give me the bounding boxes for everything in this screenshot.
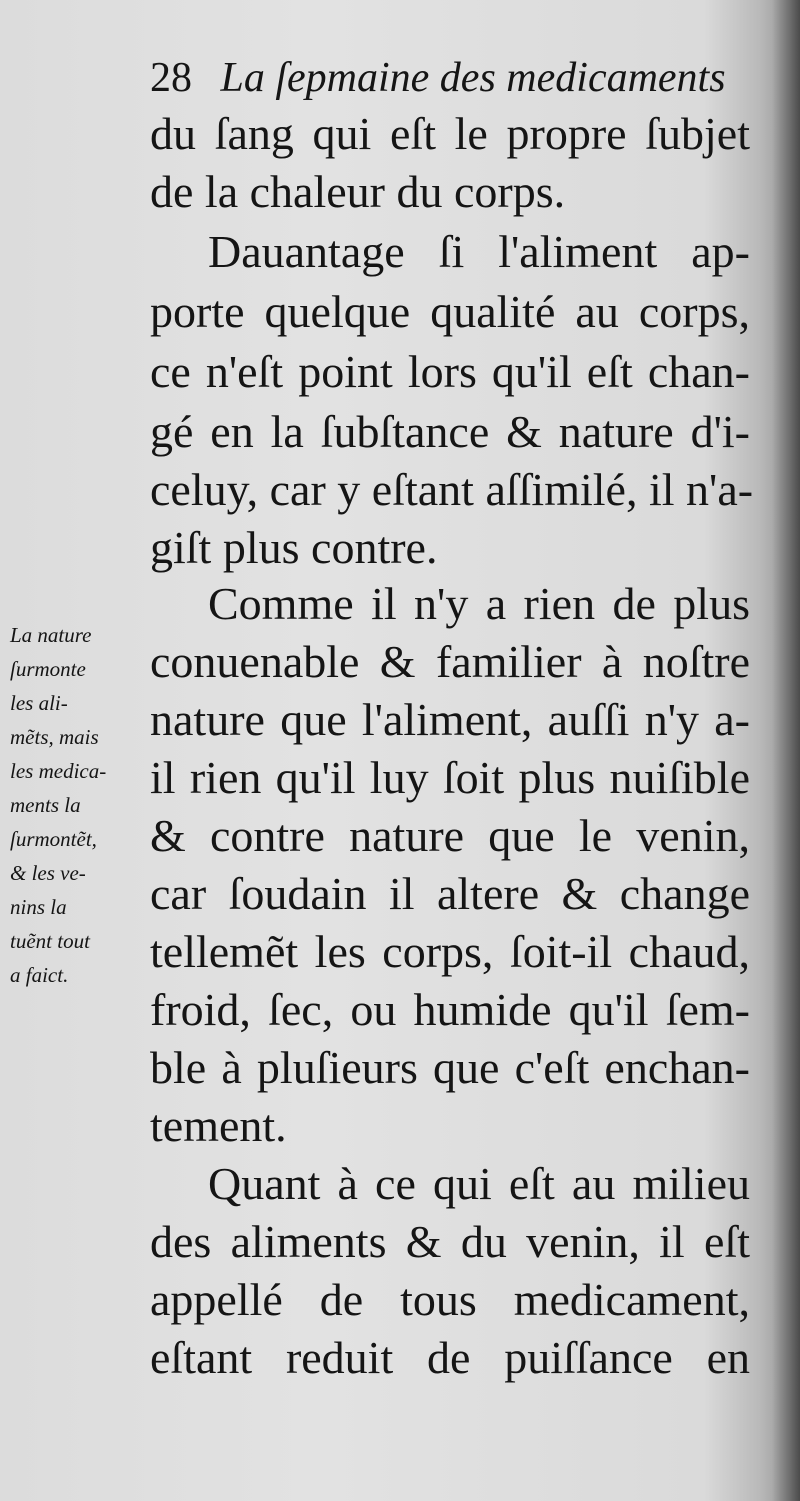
text-line: eſtant reduit de puiſſance en [150, 1332, 750, 1383]
text-line: du ſang qui eſt le propre ſubjet [150, 108, 750, 159]
margin-note-line: & les ve- [10, 861, 86, 885]
text-line: celuy, car y eſtant aſſimilé, il n'a- [150, 464, 754, 515]
text-line: des aliments & du venin, il eſt [150, 1216, 750, 1267]
margin-note-line: La nature [10, 623, 92, 647]
text-line: conuenable & familier à noſtre [150, 636, 750, 687]
margin-note-line: ments la [10, 793, 81, 817]
margin-note-line: ſurmonte [10, 657, 86, 681]
text-line: Quant à ce qui eſt au milieu [208, 1158, 750, 1209]
text-line: car ſoudain il altere & change [150, 868, 750, 919]
margin-note-line: a faict. [10, 963, 69, 987]
text-line: de la chaleur du corps. [150, 166, 566, 217]
text-line: froid, ſec, ou humide qu'il ſem- [150, 984, 750, 1035]
text-line: & contre nature que le venin, [150, 810, 750, 861]
margin-note-line: mẽts, mais [10, 725, 99, 749]
text-line: il rien qu'il luy ſoit plus nuiſible [150, 752, 750, 803]
text-line: Dauantage ſi l'aliment ap- [208, 226, 750, 277]
margin-note-line: les ali- [10, 691, 68, 715]
margin-note-line: nins la [10, 895, 67, 919]
page-header [150, 50, 750, 106]
text-line: Comme il n'y a rien de plus [208, 578, 750, 629]
text-line: gé en la ſubſtance & nature d'i- [150, 406, 750, 457]
page-number: 28 [150, 55, 192, 101]
running-title: La ſepmaine des medicaments [220, 55, 726, 101]
text-line: tement. [150, 1100, 287, 1151]
text-line: nature que l'aliment, auſſi n'y a- [150, 694, 750, 745]
text-line: appellé de tous medicament, [150, 1274, 750, 1325]
text-line: ble à pluſieurs que c'eſt enchan- [150, 1042, 750, 1093]
margin-note-line: ſurmontẽt, [10, 827, 97, 851]
margin-note-line: tuẽnt tout [10, 929, 90, 953]
text-line: tellemẽt les corps, ſoit-il chaud, [150, 926, 750, 977]
margin-note-line: les medica- [10, 759, 107, 783]
text-line: giſt plus contre. [150, 522, 438, 573]
text-line: porte quelque qualité au corps, [150, 286, 750, 337]
page-edge-shadow [772, 0, 800, 1501]
text-line: ce n'eſt point lors qu'il eſt chan- [150, 346, 750, 397]
